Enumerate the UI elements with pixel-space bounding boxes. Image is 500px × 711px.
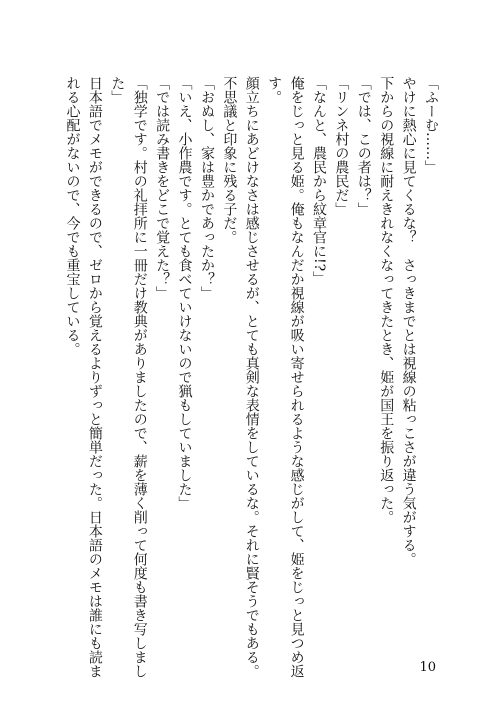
- text-line: 不思議と印象に残る子だ。: [221, 76, 238, 244]
- text-line: た」: [109, 76, 126, 104]
- text-line: 日本語でメモができるので、ゼロから覚えるよりずっと簡単だった。日本語のメモは誰にも読ま: [86, 76, 103, 678]
- text-line: やけに熱心に見てくるな？ さっきまでとは視線の粘っこさが違う気がする。: [400, 76, 417, 566]
- text-line: れる心配がないので、今でも重宝している。: [64, 76, 81, 356]
- text-line: 「いえ、小作農です。とても食べていけないので猟もしていました」: [176, 76, 193, 510]
- text-line: 「なんと、農民から紋章官に!?」: [310, 76, 327, 286]
- text-line: 俺をじっと見る姫。俺もなんだか視線が吸い寄せられるような感じがして、姫をじっと見つめ返: [288, 76, 305, 678]
- text-line: 「リンネ村の農民だ」: [333, 76, 350, 216]
- page-number: 10: [419, 660, 436, 675]
- text-line: 「おぬし、家は豊かであったか？」: [198, 76, 215, 300]
- text-line: 顔立ちにあどけなさは感じさせるが、とても真剣な表情をしているな。それに賢そうでもある。: [243, 76, 260, 678]
- text-line: 「ふーむ……」: [423, 76, 439, 174]
- text-line: す。: [266, 76, 283, 104]
- text-line: 下からの視線に耐えきれなくなってきたとき、姫が国王を振り返った。: [378, 76, 395, 524]
- text-line: 「独学です。村の礼拝所に一冊だけ教典がありましたので、薪を薄く削って何度も書き写しまし: [131, 76, 148, 678]
- text-line: 「では読み書きをどこで覚えた？」: [154, 76, 171, 300]
- text-line: 「では、この者は？」: [355, 76, 372, 216]
